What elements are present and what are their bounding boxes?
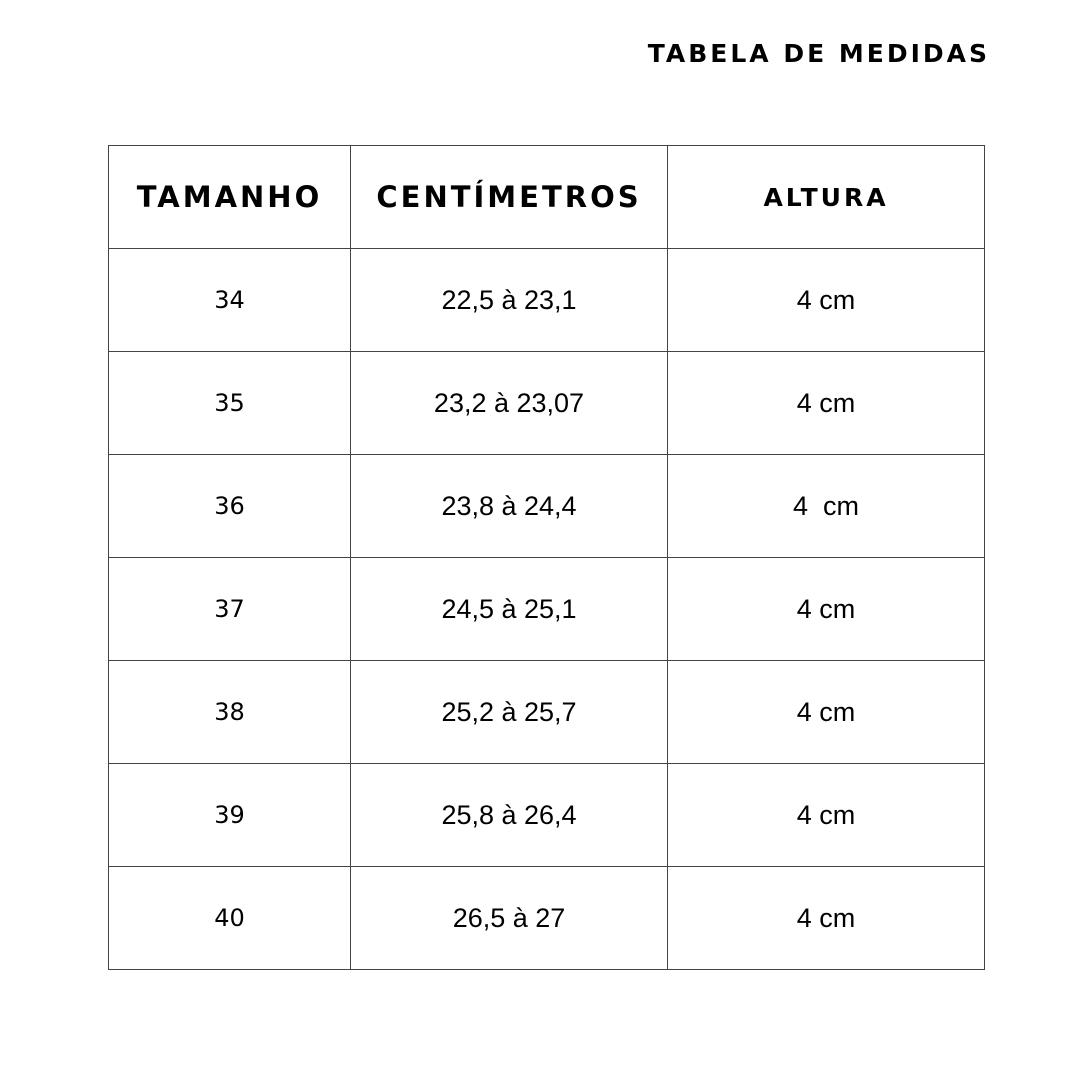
size-cell: 40 xyxy=(109,867,351,970)
centimeters-cell: 23,8 à 24,4 xyxy=(351,455,668,558)
size-cell: 39 xyxy=(109,764,351,867)
centimeters-cell: 22,5 à 23,1 xyxy=(351,249,668,352)
centimeters-cell: 25,8 à 26,4 xyxy=(351,764,668,867)
page-title: TABELA DE MEDIDAS xyxy=(647,39,990,68)
height-cell: 4 cm xyxy=(668,867,985,970)
table-row xyxy=(109,661,985,764)
table-row xyxy=(109,867,985,970)
table-row xyxy=(109,249,985,352)
size-cell: 37 xyxy=(109,558,351,661)
header-centimeters: CENTÍMETROS xyxy=(351,146,668,249)
header-height: ALTURA xyxy=(668,146,985,249)
height-cell: 4 cm xyxy=(668,249,985,352)
header-size: TAMANHO xyxy=(109,146,351,249)
height-cell: 4 cm xyxy=(668,352,985,455)
table-header-row xyxy=(109,146,985,249)
height-cell: 4 cm xyxy=(668,661,985,764)
table-row xyxy=(109,352,985,455)
table-row xyxy=(109,558,985,661)
centimeters-cell: 26,5 à 27 xyxy=(351,867,668,970)
height-cell: 4 cm xyxy=(668,455,985,558)
centimeters-cell: 25,2 à 25,7 xyxy=(351,661,668,764)
centimeters-cell: 24,5 à 25,1 xyxy=(351,558,668,661)
centimeters-cell: 23,2 à 23,07 xyxy=(351,352,668,455)
size-table xyxy=(108,145,985,970)
size-cell: 35 xyxy=(109,352,351,455)
size-cell: 36 xyxy=(109,455,351,558)
table-row xyxy=(109,455,985,558)
height-cell: 4 cm xyxy=(668,764,985,867)
height-cell: 4 cm xyxy=(668,558,985,661)
size-cell: 34 xyxy=(109,249,351,352)
table-row xyxy=(109,764,985,867)
size-cell: 38 xyxy=(109,661,351,764)
